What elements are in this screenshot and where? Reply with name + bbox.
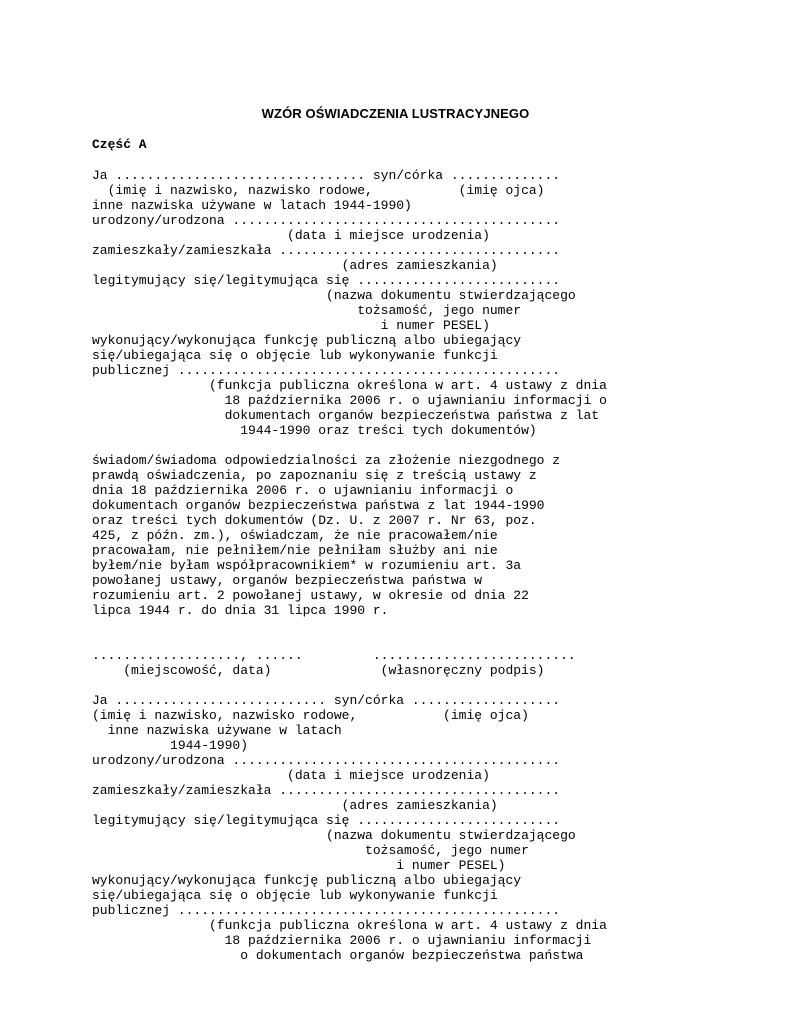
text-line: prawdą oświadczenia, po zapoznaniu się z treścią ustawy z — [92, 468, 537, 483]
text-line: lipca 1944 r. do dnia 31 lipca 1990 r. — [92, 603, 389, 618]
text-line: (miejscowość, data) (własnoręczny podpis) — [92, 663, 545, 678]
text-line: Ja ................................ syn/córka .............. — [92, 168, 561, 183]
document-title: WZÓR OŚWIADCZENIA LUSTRACYJNEGO — [261, 106, 530, 121]
text-line: wykonujący/wykonująca funkcję publiczną albo ubiegający — [92, 333, 522, 348]
text-line: inne nazwiska używane w latach — [92, 723, 342, 738]
text-line: legitymujący się/legitymująca się .......................... — [92, 273, 561, 288]
text-line: tożsamość, jego numer — [92, 843, 529, 858]
text-line: ..................., ...... .......................... — [92, 648, 576, 663]
text-line: rozumieniu art. 2 powołanej ustawy, w okresie od dnia 22 — [92, 588, 529, 603]
text-line: 425, z późn. zm.), oświadczam, że nie pracowałem/nie — [92, 528, 498, 543]
text-line: legitymujący się/legitymująca się .......................... — [92, 813, 561, 828]
text-line: (funkcja publiczna określona w art. 4 ustawy z dnia — [92, 378, 607, 393]
text-line: i numer PESEL) — [92, 858, 506, 873]
text-line: (imię i nazwisko, nazwisko rodowe, (imię ojca) — [92, 708, 529, 723]
text-line: 18 października 2006 r. o ujawnianiu informacji o — [92, 393, 607, 408]
text-line: (adres zamieszkania) — [92, 798, 498, 813]
text-line: (imię i nazwisko, nazwisko rodowe, (imię ojca) — [92, 183, 545, 198]
text-line: dokumentach organów bezpieczeństwa państwa z lat 1944-1990 — [92, 498, 545, 513]
text-line: zamieszkały/zamieszkała .................................... — [92, 783, 561, 798]
text-line: urodzony/urodzona .......................................... — [92, 753, 561, 768]
text-line: i numer PESEL) — [92, 318, 490, 333]
text-line: o dokumentach organów bezpieczeństwa państwa — [92, 948, 584, 963]
text-line: się/ubiegająca się o objęcie lub wykonywanie funkcji — [92, 888, 498, 903]
text-line: oraz treści tych dokumentów (Dz. U. z 2007 r. Nr 63, poz. — [92, 513, 537, 528]
text-line: tożsamość, jego numer — [92, 303, 522, 318]
text-line: dokumentach organów bezpieczeństwa państwa z lat — [92, 408, 600, 423]
text-line: 1944-1990 oraz treści tych dokumentów) — [92, 423, 537, 438]
text-line: 1944-1990) — [92, 738, 249, 753]
text-line: inne nazwiska używane w latach 1944-1990) — [92, 198, 412, 213]
text-line: pracowałam, nie pełniłem/nie pełniłam służby ani nie — [92, 543, 498, 558]
text-line: wykonujący/wykonująca funkcję publiczną albo ubiegający — [92, 873, 522, 888]
text-line: (nazwa dokumentu stwierdzającego — [92, 288, 576, 303]
text-line: dnia 18 października 2006 r. o ujawnianiu informacji o — [92, 483, 514, 498]
text-line: świadom/świadoma odpowiedzialności za złożenie niezgodnego z — [92, 453, 561, 468]
text-line: (adres zamieszkania) — [92, 258, 498, 273]
text-line: byłem/nie byłam współpracownikiem* w rozumieniu art. 3a — [92, 558, 522, 573]
text-line: (funkcja publiczna określona w art. 4 ustawy z dnia — [92, 918, 607, 933]
text-line: urodzony/urodzona .......................................... — [92, 213, 561, 228]
text-line: publicznej ................................................. — [92, 363, 561, 378]
text-line: Ja ........................... syn/córka ................... — [92, 693, 561, 708]
text-line: powołanej ustawy, organów bezpieczeństwa państwa w — [92, 573, 483, 588]
text-line: (nazwa dokumentu stwierdzającego — [92, 828, 576, 843]
text-line: publicznej ................................................. — [92, 903, 561, 918]
text-line: (data i miejsce urodzenia) — [92, 768, 490, 783]
text-line: 18 października 2006 r. o ujawnianiu informacji — [92, 933, 592, 948]
text-line: (data i miejsce urodzenia) — [92, 228, 490, 243]
text-line: zamieszkały/zamieszkała .................................... — [92, 243, 561, 258]
section-heading-part-a: Część A — [92, 137, 147, 152]
text-line: się/ubiegająca się o objęcie lub wykonywanie funkcji — [92, 348, 498, 363]
